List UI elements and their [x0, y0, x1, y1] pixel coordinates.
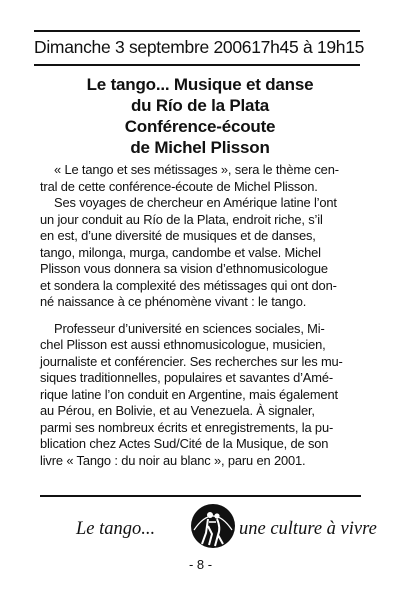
- text-line: siques traditionnelles, populaires et savantes d’Amé-: [40, 370, 333, 385]
- footer-slogan-right: une culture à vivre: [239, 519, 377, 539]
- header-bottom-rule: [34, 64, 360, 66]
- footer-banner: [40, 500, 377, 552]
- text-line: blication chez Actes Sud/Cité de la Musique, de son: [40, 436, 329, 451]
- text-line: tango, milonga, murga, candombe et valse. Michel: [40, 244, 321, 260]
- text-line: né naissance à ce phénomène vivant : le tango.: [40, 294, 307, 309]
- event-header: [34, 33, 365, 61]
- text-line: en est, d’une diversité de musiques et de danses,: [40, 228, 316, 243]
- text-line: tral de cette conférence-écoute de Michel Plisson.: [40, 178, 318, 194]
- tango-dancers-logo-icon: [188, 500, 238, 550]
- text-line: journaliste et conférencier. Ses recherches sur les mu-: [40, 353, 343, 369]
- title-line: Conférence-écoute: [124, 117, 276, 136]
- text-line: « Le tango et ses métissages », sera le thème cen-: [54, 162, 339, 177]
- title-line: de Michel Plisson: [130, 138, 270, 157]
- page-title: [40, 74, 360, 158]
- text-line: rique latine l’on conduit en Argentine, mais également: [40, 386, 338, 402]
- footer-rule: [40, 495, 361, 497]
- text-line: et sondera la complexité des métissages qui ont don-: [40, 277, 337, 293]
- event-date: Dimanche 3 septembre 2006: [34, 37, 252, 57]
- text-line: parmi ses nombreux écrits et enregistrements, la pu-: [40, 419, 334, 435]
- page-number: - 8 -: [188, 557, 213, 572]
- header-top-rule: [34, 30, 360, 32]
- text-line: au Pérou, en Bolivie, et au Venezuela. À signaler,: [40, 403, 315, 418]
- paragraph-intro: [40, 162, 361, 311]
- text-line: Ses voyages de chercheur en Amérique latine l’ont: [54, 195, 337, 210]
- paragraph-biography: [40, 321, 361, 470]
- title-line: du Río de la Plata: [130, 96, 270, 115]
- text-line: Professeur d’université en sciences sociales, Mi-: [54, 320, 325, 336]
- article-body: [40, 162, 361, 479]
- text-line: un jour conduit au Río de la Plata, endroit riche, s’il: [40, 211, 323, 227]
- title-line: Le tango... Musique et danse: [86, 75, 314, 94]
- text-line: livre « Tango : du noir au blanc », paru en 2001.: [40, 452, 306, 468]
- text-line: Plisson vous donnera sa vision d’ethnomusicologue: [40, 261, 328, 276]
- text-line: chel Plisson est aussi ethnomusicologue, musicien,: [40, 337, 326, 352]
- footer-slogan-left: Le tango...: [76, 519, 156, 539]
- event-time: 17h45 à 19h15: [251, 37, 365, 57]
